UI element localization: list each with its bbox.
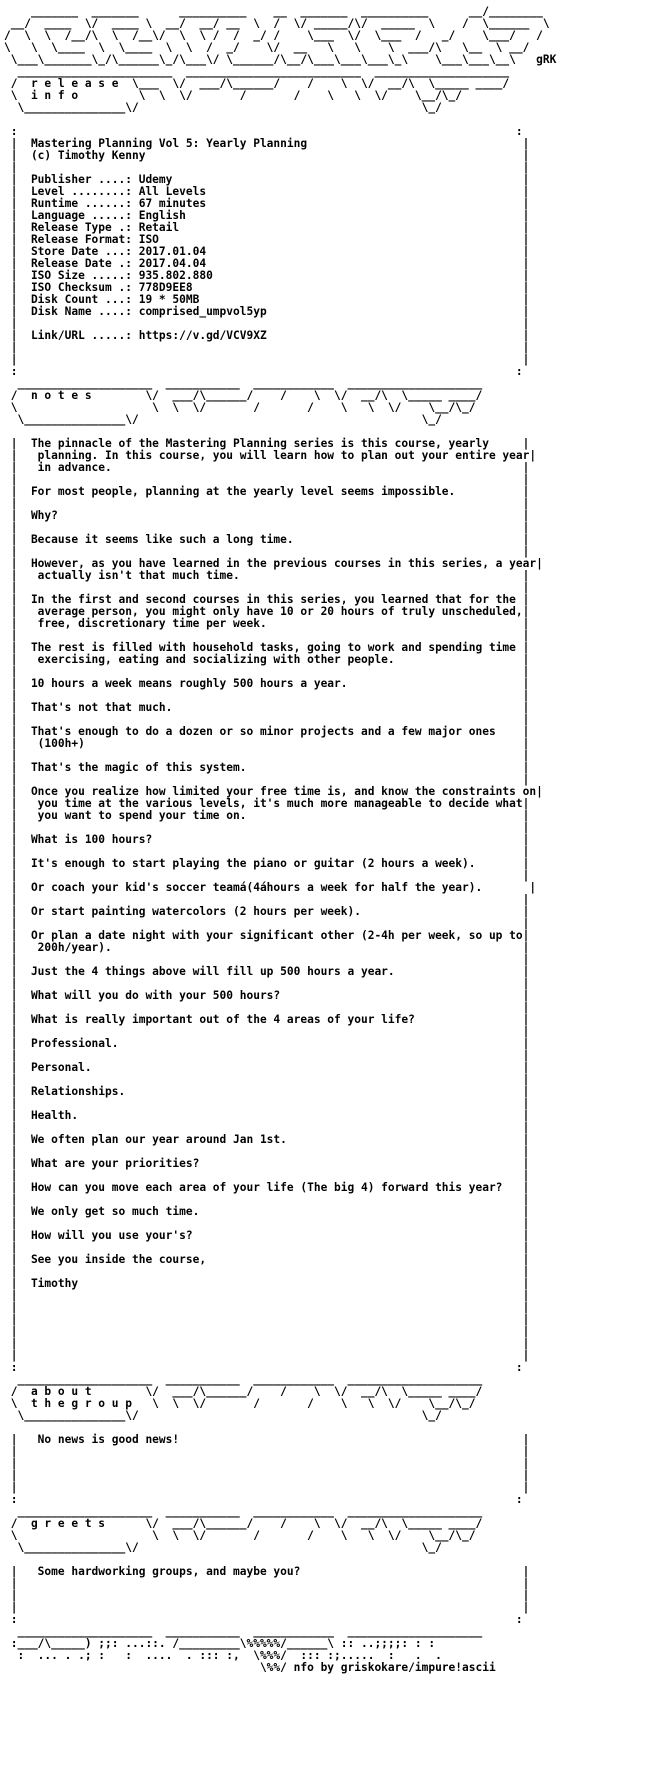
nfo-ascii-art: _______ _______ __________ __ _______ __________ __/________ __/ ____ \/ ____ \ __/ __/ __ \ / \/ _____/\/ _____ \ / \______ \ / \ \ /__/\ \ /__\/ \ \ / / _/ / \___ \/ \___ / _/ \___/ / \ \ \____ \ \____ \ \ / _/ \/ __ \ \ \ ___/\ \__ \ __/ \___\_______\_/\______\_/\___\/ \______/\__/\___\___\___\_\ \___\___\__\ gRK _______________________ __________________________ ____________________ / r e l e a s e \___ \/ ___/\______/ / \ \/ __/\ \_____ ____/ \ i n f o \ \ \/ / / \ \ \/ \__/\_/ \_______________\/ \_/ : : | Mastering Planning Vol 5: Yearly Planning | | (c) Timothy Kenny | | | | Publisher ....: Udemy | | Level ........: All Levels | | Runtime ......: 67 minutes | | Language .....: English | | Release Type .: Retail | | Release Format: ISO | | Store Date ...: 2017.01.04 | | Release Date .: 2017.04.04 | | ISO Size .....: 935.802.880 | | ISO Checksum .: 778D9EE8 | | Disk Count ...: 19 * 50MB | | Disk Name ....: comprised_umpvol5yp | | | | Link/URL .....: https://v.gd/VCV9XZ | | | | | : : ____________________ ___________ ____________ ____________________ / n o t e s \/ ___/\______/ / \ \/ __/\ \_____ ____/ \ \ \ \/ / / \ \ \/ \__/\_/ \_______________\/ \_/ | The pinnacle of the Mastering Planning series is this course, yearly | | planning. In this course, you will learn how to plan out your entire year| | in advance. | | | | For most people, planning at the yearly level seems impossible. | | | | Why? | | | | Because it seems like such a long time. | | | | However, as you have learned in the previous courses in this series, a year| | actually isn't that much time. | | | | In the first and second courses in this series, you learned that for the | | average person, you might only have 10 or 20 hours of truly unscheduled,| | free, discretionary time per week. | | | | The rest is filled with household tasks, going to work and spending time | | exercising, eating and socializing with other people. | | | | 10 hours a week means roughly 500 hours a year. | | | | That's not that much. | | | | That's enough to do a dozen or so minor projects and a few major ones | | (100h+) | | | | That's the magic of this system. | | | | Once you realize how limited your free time is, and know the constraints on| | you time at the various levels, it's much more manageable to decide what| | you want to spend your time on. | | | | What is 100 hours? | | | | It's enough to start playing the piano or guitar (2 hours a week). | | | | Or coach your kid's soccer teamá(4áhours a week for half the year). | | | | Or start painting watercolors (2 hours per week). | | | | Or plan a date night with your significant other (2-4h per week, so up to| | 200h/year). | | | | Just the 4 things above will fill up 500 hours a year. | | | | What will you do with your 500 hours? | | | | What is really important out of the 4 areas of your life? | | | | Professional. | | | | Personal. | | | | Relationships. | | | | Health. | | | | We often plan our year around Jan 1st. | | | | What are your priorities? | | | | How can you move each area of your life (The big 4) forward this year? | | | | We only get so much time. | | | | How will you use your's? | | | | See you inside the course, | | | | Timothy | | | | | | | | | | | | | : : ____________________ ___________ ____________ ____________________ / a b o u t \/ ___/\______/ / \ \/ __/\ \_____ ____/ \ t h e g r o u p \ \ \/ / / \ \ \/ \__/\_/ \_______________\/ \_/ | No news is good news! | | | | | | | | | : : ____________________ ___________ ____________ ____________________ / g r e e t s \/ ___/\______/ / \ \/ __/\ \_____ ____/ \ \ \ \/ / / \ \ \/ \__/\_/ \_______________\/ \_/ | Some hardworking groups, and maybe you? | | | | | | | : : ____________________ ___________ ____________ ____________________ :___/\_____) ;;: ...::. /_________\%%%%%/______\ :: ..;;;;: : : : ... . .; : : .... . ::: :, \%%%/ ::: :;..... : . . \%%/ nfo by griskokare/impure!ascii bbox=[4, 5, 557, 1674]
